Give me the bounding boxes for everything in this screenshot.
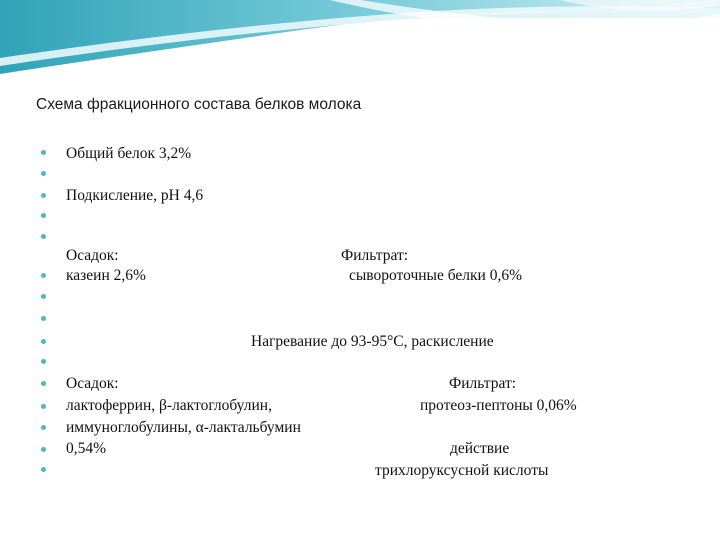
bullet-point: [41, 316, 46, 321]
filtrate-2-action-1: действие: [450, 440, 510, 457]
sediment-2-line-2: иммуноглобулины, α-лактальбумин: [66, 419, 301, 436]
bullet-point: [41, 467, 46, 472]
total-protein-line: Общий белок 3,2%: [66, 145, 192, 162]
bullet-point: [41, 234, 46, 239]
sediment-1-value: казеин 2,6%: [66, 267, 146, 284]
bullet-point: [41, 381, 46, 386]
bullet-point: [41, 359, 46, 364]
bullet-point: [41, 447, 46, 452]
bullet-point: [41, 294, 46, 299]
slide-title: Схема фракционного состава белков молока: [36, 96, 362, 113]
bullet-point: [41, 171, 46, 176]
filtrate-2-action-2: трихлоруксусной кислоты: [375, 462, 549, 479]
bullet-point: [41, 193, 46, 198]
bullet-point: [41, 404, 46, 409]
sediment-2-line-1: лактоферрин, β-лактоглобулин,: [66, 397, 272, 414]
bullet-point: [41, 339, 46, 344]
header-wave-decoration: [0, 0, 720, 80]
bullet-point: [41, 213, 46, 218]
bullet-point: [41, 150, 46, 155]
filtrate-2-label: Фильтрат:: [449, 375, 517, 392]
filtrate-1-label: Фильтрат:: [341, 247, 409, 264]
bullet-point: [41, 425, 46, 430]
sediment-2-line-3: 0,54%: [66, 440, 107, 457]
heating-line: Нагревание до 93-95°С, раскисление: [251, 333, 494, 350]
sediment-1-label: Осадок:: [66, 247, 119, 264]
acidification-line: Подкисление, pH 4,6: [66, 187, 204, 204]
bullet-point: [41, 273, 46, 278]
sediment-2-label: Осадок:: [66, 375, 119, 392]
filtrate-1-value: сывороточные белки 0,6%: [349, 267, 523, 284]
filtrate-2-line-1: протеоз-пептоны 0,06%: [420, 397, 577, 414]
